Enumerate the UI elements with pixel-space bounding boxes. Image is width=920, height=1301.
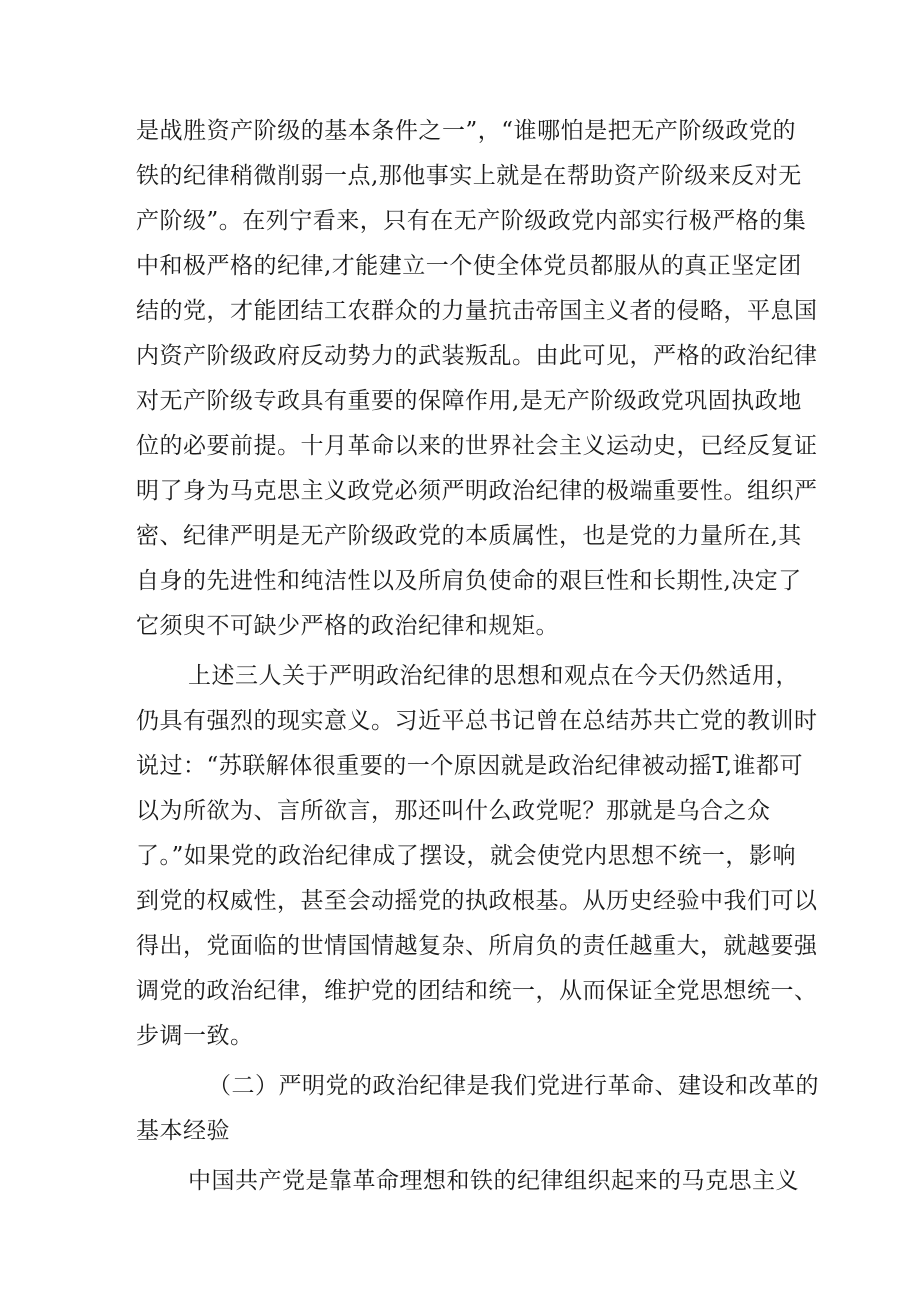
paragraph-1-line-2: 铁的纪律稍微削弱一点,那他事实上就是在帮助资产阶级来反对无 [136, 163, 802, 189]
section-heading-line-2: 基本经验 [136, 1118, 230, 1144]
paragraph-2-line-9: 步调一致。 [136, 1023, 254, 1049]
paragraph-1-line-11: 自身的先进性和纯洁性以及所肩负使命的艰巨性和长期性,决定了 [136, 568, 802, 594]
paragraph-1-line-7: 对无产阶级专政具有重要的保障作用,是无产阶级政党巩固执政地 [136, 388, 802, 414]
paragraph-1-line-9: 明了身为马克思主义政党必须严明政治纪律的极端重要性。组织严 [136, 478, 818, 504]
paragraph-2-line-4: 以为所欲为、言所欲言，那还叫什么政党呢？那就是乌合之众 [136, 798, 771, 824]
paragraph-2-line-6: 到党的权威性，甚至会动摇党的执政根基。从历史经验中我们可以 [136, 888, 818, 914]
paragraph-2-line-2: 仍具有强烈的现实意义。习近平总书记曾在总结苏共亡党的教训时 [136, 708, 818, 734]
paragraph-1-line-4: 中和极严格的纪律,才能建立一个使全体党员都服从的真正坚定团 [136, 253, 802, 279]
paragraph-1-line-8: 位的必要前提。十月革命以来的世界社会主义运动史，已经反复证 [136, 433, 818, 459]
paragraph-3-line-1: 中国共产党是靠革命理想和铁的纪律组织起来的马克思主义 [188, 1168, 799, 1194]
paragraph-1-line-5: 结的党，才能团结工农群众的力量抗击帝国主义者的侵略，平息国 [136, 298, 818, 324]
paragraph-2-line-8: 调党的政治纪律，维护党的团结和统一，从而保证全党思想统一、 [136, 978, 818, 1004]
paragraph-2-line-7: 得出，党面临的世情国情越复杂、所肩负的责任越重大，就越要强 [136, 933, 818, 959]
paragraph-2-line-1: 上述三人关于严明政治纪律的思想和观点在今天仍然适用， [188, 663, 799, 689]
paragraph-1-line-1: 是战胜资产阶级的基本条件之一”，“谁哪怕是把无产阶级政党的 [136, 118, 796, 144]
paragraph-1-line-6: 内资产阶级政府反动势力的武装叛乱。由此可见，严格的政治纪律 [136, 343, 818, 369]
paragraph-1-line-10: 密、纪律严明是无产阶级政党的本质属性，也是党的力量所在,其 [136, 523, 802, 549]
paragraph-2-line-5: 了。”如果党的政治纪律成了摆设，就会使党内思想不统一，影响 [136, 843, 796, 869]
paragraph-1-line-12: 它须臾不可缺少严格的政治纪律和规矩。 [136, 613, 559, 639]
paragraph-1-line-3: 产阶级”。在列宁看来，只有在无产阶级政党内部实行极严格的集 [136, 208, 807, 234]
section-heading-line-1: （二）严明党的政治纪律是我们党进行革命、建设和改革的 [208, 1073, 819, 1099]
paragraph-2-line-3: 说过：“苏联解体很重要的一个原因就是政治纪律被动摇T,谁都可 [136, 753, 804, 779]
